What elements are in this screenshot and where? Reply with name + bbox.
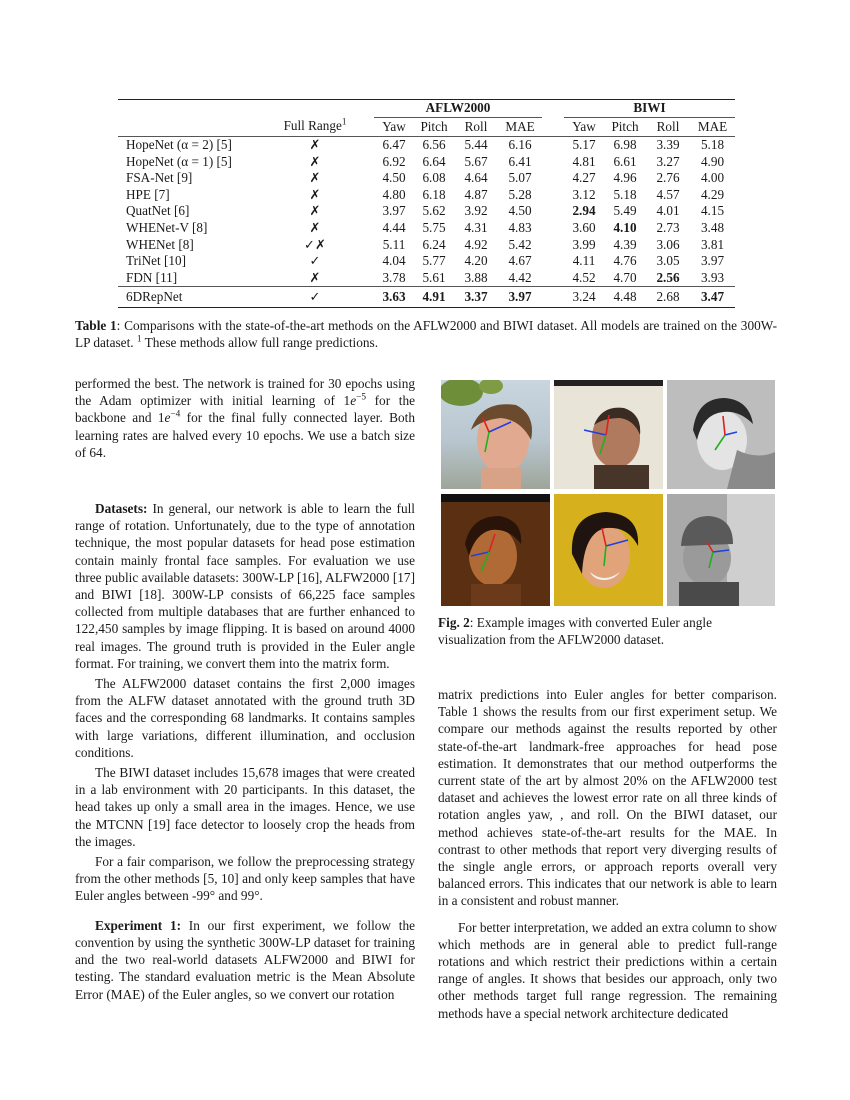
table-row xyxy=(118,220,735,237)
aflw-cell: 5.42 xyxy=(508,236,532,252)
biwi-cell: 3.81 xyxy=(700,236,725,252)
col-header: Pitch xyxy=(414,118,454,137)
biwi-cell: 4.01 xyxy=(656,203,680,219)
biwi-cell: 3.39 xyxy=(656,137,680,152)
aflw-cell: 4.50 xyxy=(508,203,532,219)
aflw-cell: 6.24 xyxy=(422,236,446,252)
aflw-cell: 6.92 xyxy=(382,153,406,169)
aflw-cell: 4.42 xyxy=(508,269,532,285)
col-header: Roll xyxy=(454,118,498,137)
biwi-cell: 2.76 xyxy=(656,170,680,186)
aflw-cell: 6.18 xyxy=(422,186,446,202)
aflw-cell: 6.08 xyxy=(422,170,446,186)
paragraph: For a fair comparison, we follow the preprocessing strategy from the other methods [5, 10] and only keep samples that have Euler angles between -99° and 99°. xyxy=(75,854,415,904)
aflw-cell: 3.97 xyxy=(498,287,542,308)
aflw-cell: 6.56 xyxy=(422,137,446,152)
aflw-cell: 5.07 xyxy=(508,170,532,186)
aflw-cell: 5.62 xyxy=(422,203,446,219)
biwi-cell: 3.99 xyxy=(572,236,596,252)
aflw-cell: 4.87 xyxy=(464,186,488,202)
method-name: 6DRepNet xyxy=(118,287,256,308)
col-header: MAE xyxy=(498,118,542,137)
method-name: TriNet [10] xyxy=(126,253,186,269)
full-range-header: Full Range$^1$ xyxy=(256,118,374,137)
full-range-mark: ✗ xyxy=(309,269,321,285)
biwi-cell: 3.06 xyxy=(656,236,680,252)
method-name: HPE [7] xyxy=(126,186,170,202)
aflw-cell: 5.11 xyxy=(382,236,406,252)
group-header-biwi: BIWI xyxy=(564,100,735,118)
biwi-cell: 3.47 xyxy=(690,287,735,308)
aflw-cell: 5.28 xyxy=(508,186,532,202)
aflw-cell: 3.97 xyxy=(382,203,406,219)
col-header: Roll xyxy=(646,118,690,137)
biwi-cell: 4.39 xyxy=(613,236,637,252)
biwi-cell: 4.10 xyxy=(613,219,637,235)
full-range-mark: ✗ xyxy=(309,137,321,152)
face-image-6 xyxy=(667,494,775,606)
table-row-final xyxy=(118,287,735,308)
aflw-cell: 4.20 xyxy=(464,253,488,269)
aflw-cell: 5.77 xyxy=(422,253,446,269)
aflw-cell: 4.92 xyxy=(464,236,488,252)
figure-grid xyxy=(438,378,778,608)
biwi-cell: 2.56 xyxy=(656,269,680,285)
paragraph: For better interpretation, we added an extra column to show which methods are in general able to predict full-range rotations and which restrict their predictions within a certain range of angles. It shows that besides our approach, only two other methods target full range regression. The remaining methods have a special network architecture dedicated xyxy=(438,919,777,1021)
biwi-cell: 3.93 xyxy=(700,269,725,285)
biwi-cell: 3.12 xyxy=(572,186,596,202)
face-image-2 xyxy=(554,380,663,489)
table-row xyxy=(118,170,735,187)
aflw-cell: 5.61 xyxy=(422,269,446,285)
biwi-cell: 5.18 xyxy=(700,137,725,152)
method-name: WHENet [8] xyxy=(126,236,194,252)
biwi-cell: 4.96 xyxy=(613,170,637,186)
paragraph: The BIWI dataset includes 15,678 images that were created in a lab environment with 20 participants. In this dataset, the head takes up only a small area in the images. Hence, we use the MTCNN [19] face detector to loosely crop the heads from the images. xyxy=(75,765,415,849)
datasets-heading: Datasets: xyxy=(95,501,148,517)
biwi-cell: 2.68 xyxy=(646,287,690,308)
method-name: QuatNet [6] xyxy=(126,203,190,219)
aflw-cell: 4.80 xyxy=(382,186,406,202)
paragraph: The ALFW2000 dataset contains the first 2,000 images from the ALFW dataset annotated with the ground truth 3D faces and the corresponding 68 landmarks. It contains samples with large variations, different illumination, and occlusion conditions. xyxy=(75,676,415,760)
col-header: Yaw xyxy=(564,118,604,137)
aflw-cell: 4.64 xyxy=(464,170,488,186)
biwi-cell: 3.48 xyxy=(700,219,725,235)
aflw-cell: 6.16 xyxy=(508,137,532,152)
biwi-cell: 4.15 xyxy=(700,203,725,219)
method-name: HopeNet (α = 2) [5] xyxy=(126,137,232,152)
aflw-cell: 6.64 xyxy=(422,153,446,169)
biwi-cell: 4.29 xyxy=(700,186,725,202)
results-table xyxy=(118,99,735,308)
aflw-cell: 3.78 xyxy=(382,269,406,285)
biwi-cell: 2.94 xyxy=(572,203,596,219)
biwi-cell: 6.98 xyxy=(613,137,637,152)
full-range-mark: ✓ xyxy=(309,253,321,269)
face-image-3 xyxy=(667,380,775,489)
table-row xyxy=(118,237,735,254)
left-column xyxy=(75,375,415,1003)
biwi-cell: 4.48 xyxy=(604,287,646,308)
biwi-cell: 3.05 xyxy=(656,253,680,269)
aflw-cell: 4.50 xyxy=(382,170,406,186)
paragraph: performed the best. The network is trained for 30 epochs using the Adam optimizer with initial learning of $1e^{-5}$ for the backbone and $1e^{-4}$ for the final fully connected layer. Both learning rates are halved every 10 epochs. We use a batch size of 64. xyxy=(75,376,415,460)
biwi-cell: 2.73 xyxy=(656,219,680,235)
biwi-cell: 3.60 xyxy=(572,219,596,235)
biwi-cell: 5.18 xyxy=(613,186,637,202)
biwi-cell: 4.27 xyxy=(572,170,596,186)
method-name: WHENet-V [8] xyxy=(126,219,208,235)
aflw-cell: 5.44 xyxy=(464,137,488,152)
figure-caption: Fig. 2: Example images with converted Euler angle visualization from the AFLW2000 dataset. xyxy=(438,615,712,647)
aflw-cell: 4.04 xyxy=(382,253,406,269)
col-header: Pitch xyxy=(604,118,646,137)
aflw-cell: 6.47 xyxy=(382,137,406,152)
group-header-aflw2000: AFLW2000 xyxy=(374,100,542,118)
col-header: MAE xyxy=(690,118,735,137)
table-row xyxy=(118,270,735,287)
aflw-cell: 4.91 xyxy=(414,287,454,308)
aflw-cell: 4.44 xyxy=(382,219,406,235)
method-name: HopeNet (α = 1) [5] xyxy=(126,153,232,169)
table-row xyxy=(118,187,735,204)
biwi-cell: 4.57 xyxy=(656,186,680,202)
aflw-cell: 3.37 xyxy=(454,287,498,308)
table-caption: Table 1: Comparisons with the state-of-the-art methods on the AFLW2000 and BIWI dataset. All models are trained on the 300W-LP dataset. $^1$ These methods allow full range predictions. xyxy=(75,318,777,350)
full-range-mark: ✗ xyxy=(309,203,321,219)
biwi-cell: 4.70 xyxy=(613,269,637,285)
aflw-cell: 6.41 xyxy=(508,153,532,169)
full-range-mark: ✓✗ xyxy=(303,236,327,252)
datasets-paragraph: Datasets: In general, our network is able to learn the full range of rotation. Unfortunately, due to the type of annotation technique, the most popular datasets for head pose estimation contain mainly frontal face samples. For evaluation we use three public available datasets: 300W-LP [16], ALFW2000 [17] and BIWI [18]. 300W-LP consists of 66,225 face samples collected from multiple databases that are further enhanced to 122,450 samples by image flipping. It is based on around 4000 real images. The ground truth is provided in the Euler angle format. For training, we convert them into the matrix form. xyxy=(75,501,415,671)
biwi-cell: 3.24 xyxy=(564,287,604,308)
col-header: Yaw xyxy=(374,118,414,137)
experiment-heading: Experiment 1: xyxy=(95,917,182,933)
face-image-4 xyxy=(441,494,550,606)
biwi-cell: 4.81 xyxy=(572,153,596,169)
right-column xyxy=(438,686,777,1022)
full-range-mark: ✗ xyxy=(309,153,321,169)
method-name: FDN [11] xyxy=(126,269,178,285)
biwi-cell: 5.17 xyxy=(572,137,596,152)
aflw-cell: 5.75 xyxy=(422,219,446,235)
biwi-cell: 4.76 xyxy=(613,253,637,269)
biwi-cell: 4.00 xyxy=(700,170,725,186)
biwi-cell: 4.90 xyxy=(700,153,725,169)
aflw-cell: 5.67 xyxy=(464,153,488,169)
aflw-cell: 4.67 xyxy=(508,253,532,269)
biwi-cell: 4.11 xyxy=(572,253,596,269)
full-range-mark: ✗ xyxy=(309,170,321,186)
method-name: FSA-Net [9] xyxy=(126,170,193,186)
full-range-mark: ✓ xyxy=(256,287,374,308)
full-range-mark: ✗ xyxy=(309,186,321,202)
aflw-cell: 3.92 xyxy=(464,203,488,219)
biwi-cell: 3.97 xyxy=(700,253,725,269)
biwi-cell: 5.49 xyxy=(613,203,637,219)
aflw-cell: 3.63 xyxy=(374,287,414,308)
face-image-5 xyxy=(554,494,663,606)
experiment-paragraph: Experiment 1: In our first experiment, we follow the convention by using the synthetic 300W-LP dataset for training and the two real-world datasets ALFW2000 and BIWI for testing. The standard evaluation metric is the Mean Absolute Error (MAE) of the Euler angles, so we convert our rotation xyxy=(75,917,415,1002)
aflw-cell: 4.83 xyxy=(508,219,532,235)
table-row xyxy=(118,137,735,154)
biwi-cell: 4.52 xyxy=(572,269,596,285)
biwi-cell: 3.27 xyxy=(656,153,680,169)
paragraph: matrix predictions into Euler angles for better comparison. Table 1 shows the results from our first experiment setup. We compare our methods against the results reported by other state-of-the-art landmark-free approaches for head pose estimation. It demonstrates that our method outperforms the current state of the art by almost 20% on the AFLW2000 test dataset and achieves the lowest error rate on all three kinds of rotation angles yaw, , and roll. On the BIWI dataset, our method achieves state-of-the-art results for the MAE. In contrast to other methods that report very diverging results of the single angle errors, or approach reports overall very balanced errors. This indicates that our network is able to learn in a consistent and robust manner. xyxy=(438,687,777,909)
biwi-cell: 6.61 xyxy=(613,153,637,169)
full-range-mark: ✗ xyxy=(309,219,321,235)
aflw-cell: 4.31 xyxy=(464,219,488,235)
face-image-1 xyxy=(441,380,550,489)
table-row xyxy=(118,253,735,270)
table-row xyxy=(118,203,735,220)
aflw-cell: 3.88 xyxy=(464,269,488,285)
table-row xyxy=(118,154,735,171)
